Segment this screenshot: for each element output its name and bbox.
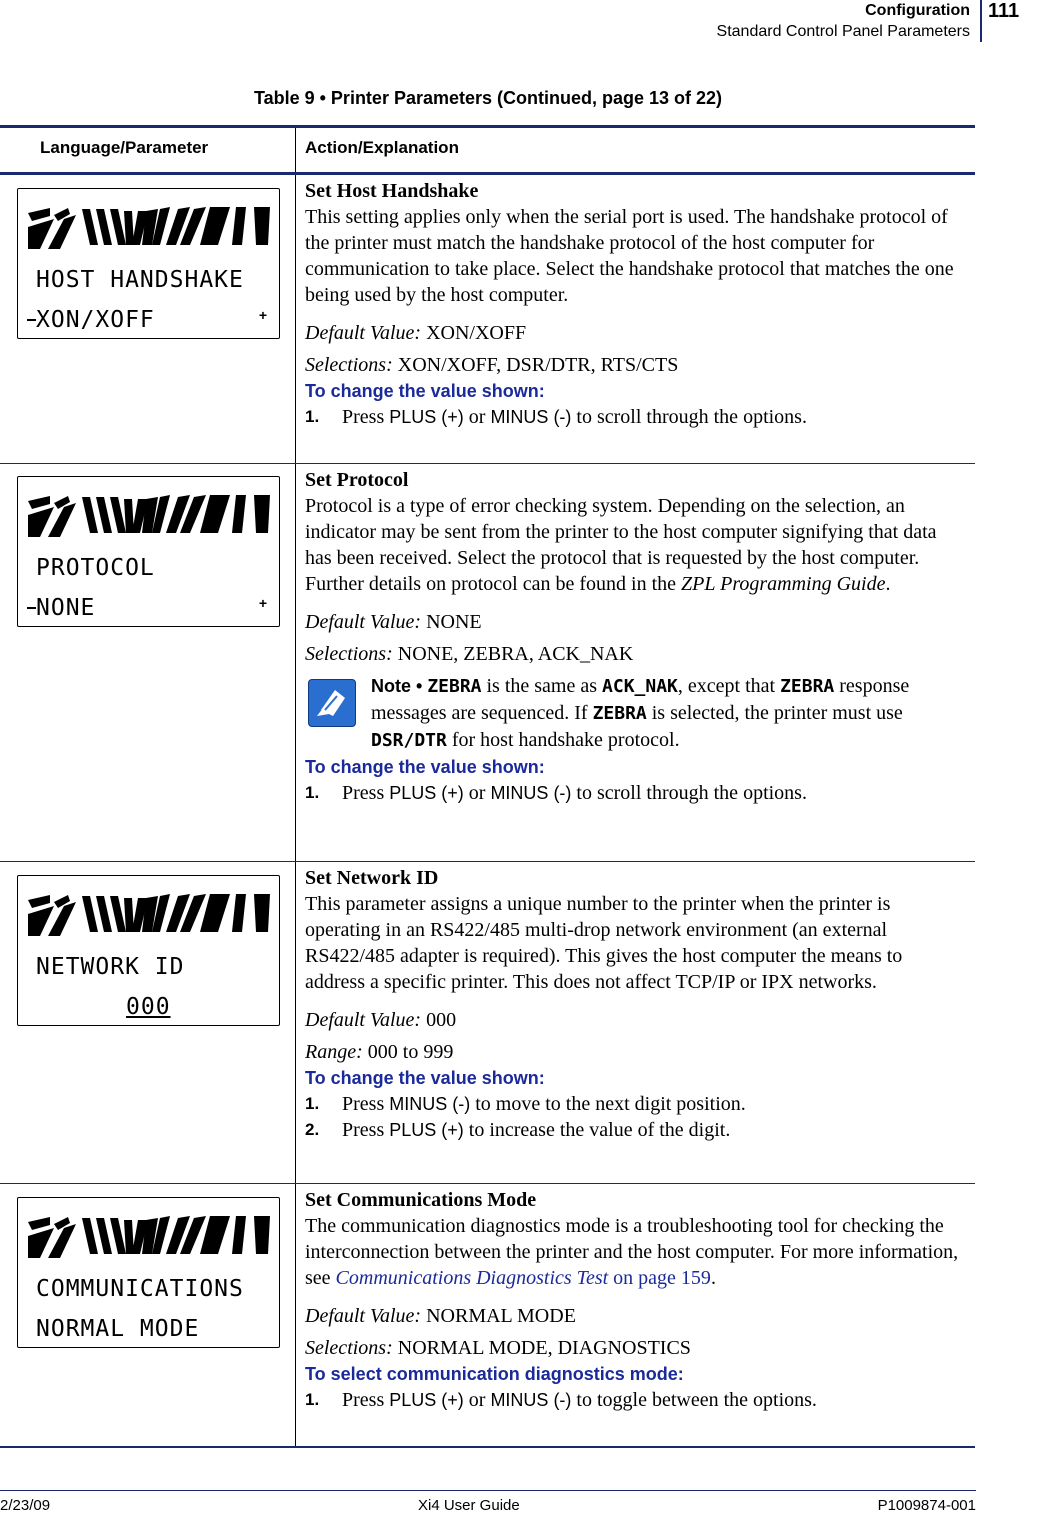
range-text: 000 to 999 [362,1041,454,1063]
table-row [0,1184,975,1448]
lcd-display [17,875,280,1026]
step-text: or [463,406,491,428]
note-hand-icon [308,679,356,727]
table-title: Table 9 • Printer Parameters (Continued, page 13 of 22) [253,88,723,108]
parameter-title: Set Protocol [305,469,409,491]
header-divider [980,0,982,42]
step-text: Press [342,1389,390,1411]
running-header [717,0,970,42]
column-divider [295,175,296,463]
parameter-description [305,493,965,597]
column-header-parameter: Language/Parameter [40,138,209,157]
step-item [305,1387,965,1413]
procedure-heading: To change the value shown: [305,757,545,777]
selections [305,1335,965,1361]
lcd-term: ACK_NAK [602,676,678,697]
description-text: . [885,573,891,595]
minus-indicator-icon [27,607,36,609]
default-value [305,1303,965,1329]
button-name: PLUS (+) [389,783,464,803]
step-text: Press [342,782,390,804]
selections-text: NORMAL MODE, DIAGNOSTICS [392,1337,691,1359]
note-text: for host handshake protocol. [446,729,680,751]
section-title: Standard Control Panel Parameters [716,23,970,40]
step-item [305,780,965,806]
selections-label: Selections: [305,354,393,376]
button-name: MINUS (-) [490,783,572,803]
lcd-line-1: NETWORK ID [36,954,185,980]
lcd-term: ZEBRA [780,676,835,697]
explanation-cell [305,1187,965,1413]
selections-label: Selections: [305,1337,393,1359]
step-number: 1. [305,783,320,802]
lcd-term: ZEBRA [427,676,482,697]
table-row [0,464,975,862]
default-value [305,609,965,635]
step-item [305,1117,965,1143]
default-label: Default Value: [305,322,422,344]
step-number: 2. [305,1120,320,1139]
step-text: Press [342,1093,390,1115]
step-text: to move to the next digit position. [470,1093,746,1115]
button-name: MINUS (-) [490,407,572,427]
table-row [0,175,975,464]
lcd-line-1: COMMUNICATIONS [36,1276,244,1302]
step-item [305,1091,965,1117]
button-name: MINUS (-) [490,1390,572,1410]
step-text: to increase the value of the digit. [463,1119,731,1141]
lcd-line-2: XON/XOFF [36,307,155,333]
plus-indicator-icon: + [258,307,267,323]
parameter-title: Set Host Handshake [305,180,479,202]
note-text: response messages are sequenced. If [371,675,910,724]
default-value-text: XON/XOFF [421,322,527,344]
lcd-line-2: NORMAL MODE [36,1316,200,1342]
zebra-logo-icon [28,892,270,936]
step-text: to toggle between the options. [571,1389,817,1411]
default-value [305,320,965,346]
explanation-cell [305,865,965,1143]
step-text: to scroll through the options. [571,782,807,804]
button-name: MINUS (-) [389,1094,471,1114]
range [305,1039,965,1065]
lcd-term: ZEBRA [592,703,647,724]
procedure-heading: To select communication diagnostics mode: [305,1364,684,1384]
step-text: Press [342,1119,390,1141]
zebra-logo-icon [28,1214,270,1258]
note-text: is selected, the printer must use [646,702,903,724]
step-text: or [463,782,491,804]
note-box [305,673,965,754]
zebra-logo-icon [28,205,270,249]
lcd-display [17,1197,280,1348]
lcd-term: DSR/DTR [371,730,447,751]
guide-title: ZPL Programming Guide [681,573,886,595]
plus-indicator-icon: + [258,595,267,611]
default-label: Default Value: [305,1305,422,1327]
step-number: 1. [305,1390,320,1409]
default-value-text: 000 [421,1009,457,1031]
table-header [0,125,975,175]
selections-text: NONE, ZEBRA, ACK_NAK [392,643,634,665]
default-value-text: NORMAL MODE [421,1305,576,1327]
footer-guide-title: Xi4 User Guide [418,1497,520,1514]
parameter-description: This parameter assigns a unique number to the printer when the printer is operating in an RS422/485 multi-drop network environment (an external RS422/485 adapter is required). This gives the host computer the means to address a specific printer. This does not affect TCP/IP or IPX networks. [305,893,903,993]
lcd-line-1: PROTOCOL [36,555,155,581]
default-label: Default Value: [305,1009,422,1031]
column-header-action: Action/Explanation [305,138,459,157]
default-value [305,1007,965,1033]
explanation-cell [305,467,965,806]
step-text: to scroll through the options. [571,406,807,428]
minus-indicator-icon [27,319,36,321]
default-label: Default Value: [305,611,422,633]
button-name: PLUS (+) [389,407,464,427]
column-divider [295,1184,296,1446]
parameter-title: Set Network ID [305,867,439,889]
page-link[interactable]: on page 159 [608,1267,711,1289]
table-row [0,862,975,1184]
step-text: or [463,1389,491,1411]
page-number: 111 [988,0,1020,22]
column-divider [295,128,296,172]
parameter-title: Set Communications Mode [305,1189,537,1211]
note-label: Note • [371,676,428,696]
step-item [305,404,965,430]
button-name: PLUS (+) [389,1120,464,1140]
description-text: The communication diagnostics mode is a troubleshooting tool for checking the interconnection between the printer and the host computer. For more information, see [305,1215,959,1289]
selections [305,641,965,667]
step-number: 1. [305,407,320,426]
lcd-display [17,188,280,339]
footer-divider [0,1490,976,1491]
range-label: Range: [305,1041,363,1063]
note-text: is the same as [481,675,603,697]
footer-part-number: P1009874-001 [877,1497,976,1514]
zebra-logo-icon [28,493,270,537]
selections-label: Selections: [305,643,393,665]
description-text: Protocol is a type of error checking system. Depending on the selection, an indicator may be sent from the printer to the host computer signifying that data has been received. Select the protocol that is requested by the host computer. Further details on protocol can be found in the [305,495,937,595]
column-divider [295,862,296,1183]
explanation-cell [305,178,965,430]
parameter-description: This setting applies only when the serial port is used. The handshake protocol of the printer must match the handshake protocol of the host computer for communication to take place. Select the handshake protocol that matches the one being used by the host computer. [305,206,954,306]
description-text: . [710,1267,716,1289]
footer-date: 2/23/09 [0,1497,51,1514]
chapter-title: Configuration [865,2,970,19]
communications-diagnostics-link[interactable]: Communications Diagnostics Test [335,1267,609,1289]
parameter-description [305,1213,965,1291]
procedure-heading: To change the value shown: [305,381,545,401]
note-text: , except that [677,675,781,697]
printer-parameters-table [0,125,975,1448]
button-name: PLUS (+) [389,1390,464,1410]
step-text: Press [342,406,390,428]
lcd-line-2: NONE [36,595,96,621]
selections [305,352,965,378]
step-number: 1. [305,1094,320,1113]
selections-text: XON/XOFF, DSR/DTR, RTS/CTS [392,354,679,376]
lcd-line-2: 000 [126,994,171,1020]
procedure-heading: To change the value shown: [305,1068,545,1088]
lcd-line-1: HOST HANDSHAKE [36,267,244,293]
column-divider [295,464,296,861]
lcd-display [17,476,280,627]
default-value-text: NONE [421,611,482,633]
